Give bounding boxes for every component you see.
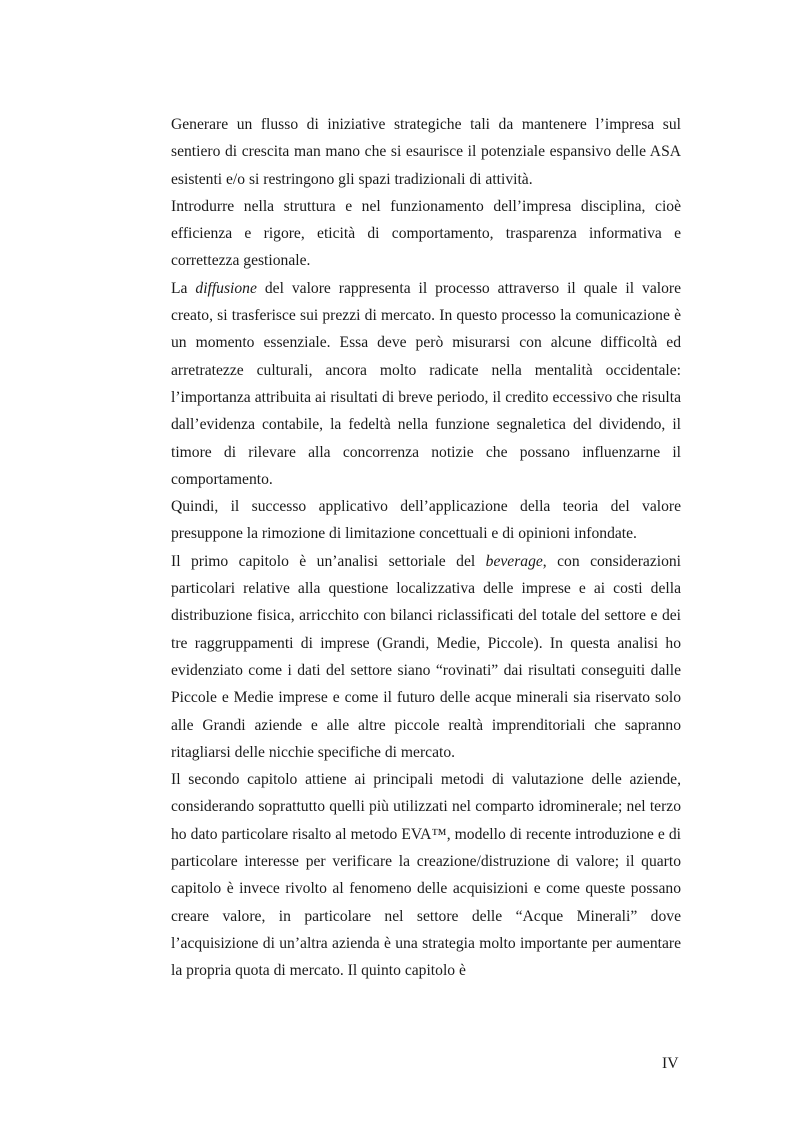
paragraph-4 (171, 493, 681, 548)
paragraph-3 (171, 275, 681, 493)
paragraph-3-italic-term: diffusione (195, 279, 257, 297)
paragraph-1 (171, 111, 681, 193)
paragraph-2 (171, 193, 681, 275)
paragraph-6 (171, 766, 681, 984)
paragraph-1-text: Generare un flusso di iniziative strategiche tali da mantenere l’impresa sul sentiero di crescita man mano che si esaurisce il potenziale espansivo delle ASA esistenti e/o si restringono gli spazi tradizionali di attività. (171, 116, 681, 188)
paragraph-6-text: Il secondo capitolo attiene ai principali metodi di valutazione delle aziende, considerando soprattutto quelli più utilizzati nel comparto idrominerale; nel terzo ho dato particolare risalto al metodo EVA™, modello di recente introduzione e di particolare interesse per verificare la creazione/distruzione di valore; il quarto capitolo è invece rivolto al fenomeno delle acquisizioni e come queste possano creare valore, in particolare nel settore delle “Acque Minerali” dove l’acquisizione di un’altra azienda è una strategia molto importante per aumentare la propria quota di mercato. Il quinto capitolo è (171, 771, 681, 980)
paragraph-5 (171, 548, 681, 766)
paragraph-3-text-start: La (171, 279, 196, 297)
paragraph-3-text-rest: del valore rappresenta il processo attraverso il quale il valore creato, si trasferisce sui prezzi di mercato. In questo processo la comunicazione è un momento essenziale. Essa deve però misurarsi con alcune difficoltà ed arretratezze culturali, ancora molto radicate nella mentalità occidentale: l’importanza attribuita ai risultati di breve periodo, il credito eccessivo che risulta dall’evidenza contabile, la fedeltà nella funzione segnaletica del dividendo, il timore di rilevare alla concorrenza notizie che possano influenzarne il comportamento. (171, 279, 681, 488)
paragraph-2-text: Introdurre nella struttura e nel funzionamento dell’impresa disciplina, cioè efficienza e rigore, eticità di comportamento, trasparenza informativa e correttezza gestionale. (171, 197, 681, 270)
paragraph-5-text-start: Il primo capitolo è un’analisi settoriale del (171, 552, 486, 570)
paragraph-5-text-rest: , con considerazioni particolari relative alla questione localizzativa delle imprese e ai costi della distribuzione fisica, arricchito con bilanci riclassificati del totale del settore e dei tre raggruppamenti di imprese (Grandi, Medie, Piccole). In questa analisi ho evidenziato come i dati del settore siano “rovinati” dai risultati conseguiti dalle Piccole e Medie imprese e come il futuro delle acque minerali sia riservato solo alle Grandi aziende e alle altre piccole realtà imprenditoriali che sapranno ritagliarsi delle nicchie specifiche di mercato. (171, 552, 681, 761)
paragraph-5-italic-term: beverage (485, 552, 543, 570)
paragraph-4-text: Quindi, il successo applicativo dell’applicazione della teoria del valore presuppone la rimozione di limitazione concettuali e di opinioni infondate. (171, 498, 681, 543)
page-number: IV (662, 1055, 679, 1072)
body-text (171, 111, 681, 985)
